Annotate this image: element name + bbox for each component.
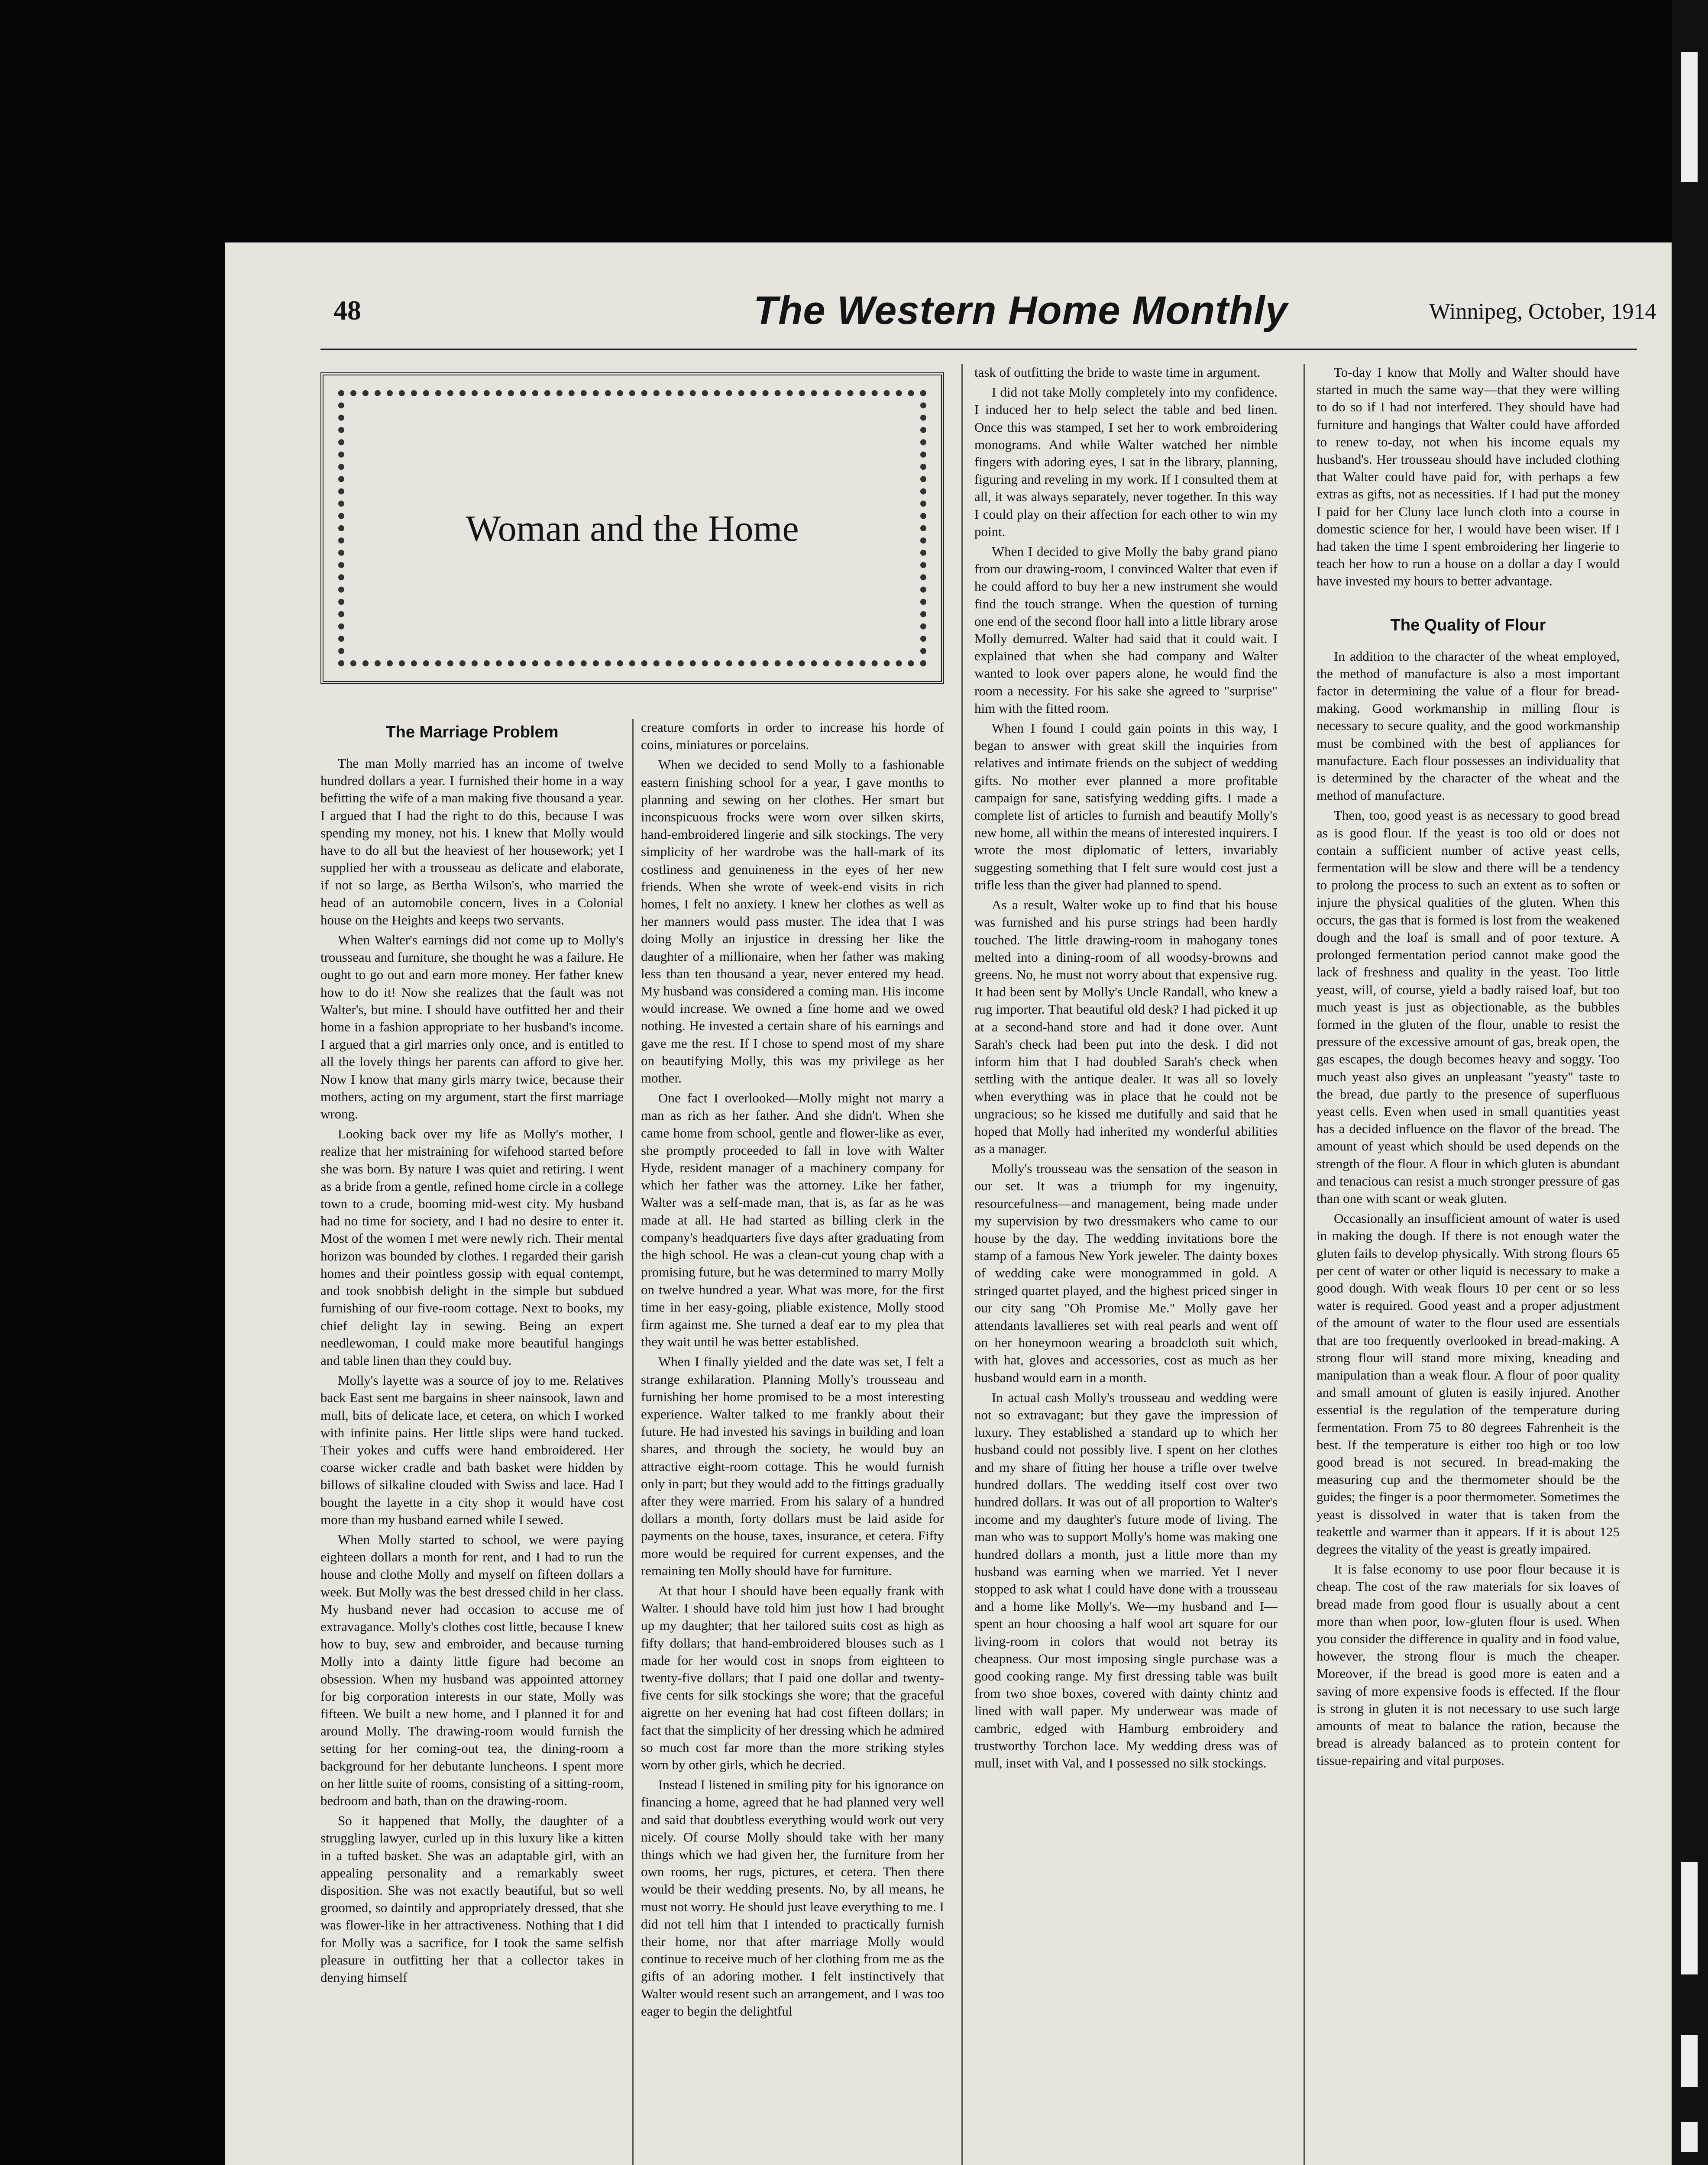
column-divider	[1304, 364, 1305, 2165]
column-divider	[961, 364, 963, 2165]
paragraph: It is false economy to use poor flour because it is cheap. The cost of the raw materials for six loaves of bread made from good flour is usually about a cent more than when poor, low-gluten flour is used. When you consider the difference in quality and in food value, however, the strong flour is much the cheaper. Moreover, if the bread is good more is eaten and a saving of more expensive foods is effected. If the flour is strong in gluten it is not necessary to use such large amounts of meat to balance the ration, because the bread is already balanced as to protein content for tissue-repairing and vital purposes.	[1317, 1561, 1620, 1768]
paragraph: Looking back over my life as Molly's mother, I realize that her mistraining for wifehood started before she was born. By nature I was quiet and retiring. I went as a bride from a gentle, refined home circle in a college town to a crude, booming mid-west city. My husband had no time for society, and I had no desire to enter it. Most of the women I met were newly rich. Their mental horizon was bounded by clothes. I regarded their garish homes and their pointless gossip with equal contempt, and took snobbish delight in the simple but subdued furnishing of our five-room cottage. Next to books, my chief delight lay in sewing. Being an expert needlewoman, I could make more beautiful hangings and table linen than they could buy.	[320, 1126, 624, 1368]
column-divider	[632, 719, 634, 2165]
article-heading: The Marriage Problem	[385, 723, 559, 741]
paragraph: When we decided to send Molly to a fashionable eastern finishing school for a year, I gave months to planning and sewing on her clothes. Her smart but inconspicuous frocks were worn over silken skirts, hand-embroidered lingerie and silk stockings. The very simplicity of her wardrobe was the hall-mark of its costliness and genuineness in the eyes of her new friends. When she wrote of week-end visits in rich homes, I felt no anxiety. I knew her clothes as well as her manners would pass muster. The idea that I was doing Molly an injustice in dressing her like the daughter of a millionaire, when her father was making less than ten thousand a year, never entered my head. My husband was considered a coming man. His income would increase. We owned a fine home and we owed nothing. He invested a certain share of his earnings and gave me the rest. If I chose to spend most of my share on beautifying Molly, this was my privilege as her mother.	[641, 757, 944, 1086]
paragraph: Molly's trousseau was the sensation of the season in our set. It was a triumph for my ingenuity, resourcefulness—and management, being made under my supervision by two dressmakers who came to our house by the day. The wedding invitations bore the stamp of a famous New York jeweler. The dainty boxes of wedding cake were monogrammed in gold. A stringed quartet played, and the highest priced singer in our city sang "Oh Promise Me." Molly gave her attendants lavallieres set with real pearls and went off on her honeymoon wearing a broadcloth suit which, with hat, gloves and accessories, cost as much as her husband would earn in a month.	[974, 1161, 1278, 1385]
spine-mark	[1681, 1862, 1698, 1974]
page-number: 48	[333, 295, 361, 326]
paragraph: To-day I know that Molly and Walter should have started in much the same way—that they were willing to do so if I had not interfered. They should have had furniture and hangings that Walter could have afforded to renew to-day, not when his income equals my husband's. Her trousseau should have included clothing that Walter could have paid for, with perhaps a few extras as gifts, not as necessities. If I had put the money I paid for her Cluny lace lunch cloth into a course in domestic science for her, I would have been wiser. If I had taken the time I spent embroidering her lingerie to teach her how to run a house on a dollar a day I would have invested my hours to better advantage.	[1317, 365, 1620, 589]
paragraph: As a result, Walter woke up to find that his house was furnished and his purse strings had been hardly touched. The little drawing-room in mahogany tones melted into a dining-room of all woodsy-browns and greens. No, he must not worry about that expensive rug. It had been sent by Molly's Uncle Randall, who knew a rug importer. That beautiful old desk? I had picked it up at a second-hand store and had it done over. Aunt Sarah's check had been put into the desk. I did not inform him that I had doubled Sarah's check when settling with the antique dealer. It was all so lovely when everything was in place that he could not be ungracious; so he kissed me dutifully and said that he hoped that Molly had inherited my wonderful abilities as a manager.	[974, 897, 1278, 1156]
feature-title-frame	[338, 390, 926, 666]
paragraph: I did not take Molly completely into my confidence. I induced her to help select the table and bed linen. Once this was stamped, I set her to work embroidering monograms. And while Walter watched her nimble fingers with adoring eyes, I sat in the library, planning, figuring and reveling in my work. If I consulted them at all, it was always separately, never together. In this way I could play on their affection for each other to win my point.	[974, 385, 1278, 539]
paragraph: When Molly started to school, we were paying eighteen dollars a month for rent, and I had to run the house and clothe Molly and myself on fifteen dollars a week. But Molly was the best dressed child in her class. My husband never had occasion to accuse me of extravagance. Molly's clothes cost little, because I knew how to buy, sew and embroider, and because turning Molly into a dainty little figure had become an obsession. When my husband was appointed attorney for big corporation interests in our state, Molly was fifteen. We built a new home, and I planned it for and around Molly. The drawing-room would furnish the setting for her coming-out tea, the dining-room a background for her debutante luncheons. I spent more on her little suite of rooms, consisting of a sitting-room, bedroom and bath, than on the drawing-room.	[320, 1532, 624, 1808]
paragraph: When I found I could gain points in this way, I began to answer with great skill the inquiries from relatives and intimate friends on the subject of wedding gifts. No mother ever planned a more profitable campaign for sane, satisfying wedding gifts. I made a complete list of articles to furnish and beautify Molly's new home, all within the means of interested inquirers. I wrote the most diplomatic of letters, invariably suggesting something that I felt sure would cost just a trifle less than the giver had planned to spend.	[974, 721, 1278, 892]
article-heading: The Quality of Flour	[1390, 616, 1546, 634]
page-header	[225, 242, 1672, 355]
paragraph: Occasionally an insufficient amount of water is used in making the dough. If there is not enough water the gluten fails to develop physically. With strong flours 65 per cent of water or other liquid is necessary to make a good dough. With weak flours 10 per cent or so less water is required. Good yeast and a proper adjustment of the amount of water to the flour used are essentials that are too frequently overlooked in bread-making. A strong flour will stand more mixing, kneading and manipulation than a weak flour. A flour of poor quality and small amount of gluten is easily injured. Another essential is the regulation of the temperature during fermentation. From 75 to 80 degrees Fahrenheit is the best. If the temperature is either too high or too low good bread is not secured. In bread-making the measuring cup and the thermometer should be the guides; the finger is a poor thermometer. Sometimes the yeast is dissolved in water that is taken from the teakettle and warmer than it appears. If it is about 125 degrees the vitality of the yeast is greatly impaired.	[1317, 1211, 1620, 1557]
paragraph: task of outfitting the bride to waste time in argument.	[974, 365, 1261, 380]
paragraph: So it happened that Molly, the daughter of a struggling lawyer, curled up in this luxury like a kitten in a tufted basket. She was an adaptable girl, with an appealing personality and a remarkably sweet disposition. She was not exactly beautiful, but so well groomed, so daintily and appropriately dressed, that she was flower-like in her attractiveness. Nothing that I did for Molly was a sacrifice, for I took the same selfish pleasure in outfitting her that a collector takes in denying himself	[320, 1813, 624, 1985]
spine-mark	[1681, 52, 1698, 182]
spine-mark	[1681, 2122, 1698, 2152]
paragraph: In addition to the character of the wheat employed, the method of manufacture is also a most important factor in determining the value of a flour for bread-making. Good workmanship in milling flour is necessary to secure quality, and the good workmanship must be combined with the best of appliances for manufacture. Each flour possesses an individuality that is determined by the character of the wheat and the method of manufacture.	[1317, 648, 1620, 803]
article-column-4	[1317, 364, 1620, 2165]
article-column-1	[320, 719, 624, 2165]
paragraph: Instead I listened in smiling pity for his ignorance on financing a home, agreed that he had planned very well and said that doubtless everything would work out very nicely. Of course Molly should take with her many things which we had given her, the furniture from her own rooms, her rugs, pictures, et cetera. Then there would be their wedding presents. No, by all means, he must not worry. He should just leave everything to me. I did not tell him that I intended to practically furnish their home, nor that after marriage Molly would continue to receive much of her clothing from me as the gifts of an adoring mother. I felt instinctively that Walter would resent such an arrangement, and I was too eager to begin the delightful	[641, 1777, 944, 2019]
paragraph: When I decided to give Molly the baby grand piano from our drawing-room, I convinced Walter that even if he could afford to buy her a new instrument she would find the touch strange. When the question of turning one end of the second floor hall into a little library arose Molly demurred. Walter had said that it could wait. I explained that when she had company and Walter wanted to look over papers alone, he would find the room a necessity. For his sake she agreed to "surprise" him with the fitted room.	[974, 544, 1278, 716]
paragraph: The man Molly married has an income of twelve hundred dollars a year. I furnished their home in a way befitting the wife of a man making five thousand a year. I argued that I had the right to do this, because I was spending my money, not his. I knew that Molly would have to do all but the heaviest of her housework; yet I supplied her with a trousseau as delicate and elaborate, if not so large, as Bertha Wilson's, who married the head of an automobile concern, lives in a Colonial house on the Heights and keeps two servants.	[320, 756, 624, 927]
paragraph: In actual cash Molly's trousseau and wedding were not so extravagant; but they gave the impression of luxury. They established a standard up to which her husband could not possibly live. I spent on her clothes and my share of fitting her house a trifle over twelve hundred dollars. The wedding itself cost over two hundred dollars. It was out of all proportion to Walter's income and my daughter's future mode of living. The man who was to support Molly's home was making one hundred dollars a month, just a little more than my husband was earning when we married. Yet I never stopped to ask what I could have done with a trousseau and a home like Molly's. We—my husband and I—spent an hour choosing a half wool art square for our living-room in colors that would not betray its cheapness. Our most imposing single purchase was a good cooking range. My first dressing table was built from two shoe boxes, covered with dainty chintz and lined with wall paper. My underwear was made of cambric, edged with Hamburg embroidery and trustworthy Torchon lace. My wedding dress was of mull, inset with Val, and I possessed no silk stockings.	[974, 1389, 1278, 1771]
dateline: Winnipeg, October, 1914	[1429, 299, 1656, 324]
paragraph: Molly's layette was a source of joy to me. Relatives back East sent me bargains in sheer nainsook, lawn and mull, bits of delicate lace, et cetera, on which I worked with infinite pains. Her little slips were hand tucked. Their yokes and cuffs were hand embroidered. Her coarse wicker cradle and bath basket were hidden by billows of silkaline clouded with Swiss and lace. Had I bought the layette in a city shop it would have cost more than my husband earned while I sewed.	[320, 1373, 624, 1527]
paragraph: At that hour I should have been equally frank with Walter. I should have told him just how I had brought up my daughter; that her tailored suits cost as high as fifty dollars; that hand-embroidered blouses such as I made for her would cost in snops from eighteen to twenty-five dollars; that I paid one dollar and twenty-five cents for silk stockings she wore; that the graceful aigrette on her evening hat had cost fifteen dollars; in fact that the simplicity of her dressing which he admired so much cost far more than the more striking styles worn by other girls, which he decried.	[641, 1583, 944, 1772]
masthead: The Western Home Monthly	[754, 288, 1288, 333]
newspaper-page	[225, 242, 1672, 2165]
feature-title-box	[320, 372, 944, 684]
feature-title: Woman and the Home	[466, 507, 799, 549]
spine-mark	[1681, 2035, 1698, 2087]
paragraph: When Walter's earnings did not come up to Molly's trousseau and furniture, she thought he was a failure. He ought to go out and earn more money. Her father knew how to do it! Now she realizes that the fault was not Walter's, but mine. I should have outfitted her and their home in a fashion appropriate to her husband's income. I argued that a girl marries only once, and is entitled to all the lovely things her parents can afford to give her. Now I know that many girls marry twice, because their mothers, acting on my argument, start the first marriage wrong.	[320, 932, 624, 1122]
paragraph: When I finally yielded and the date was set, I felt a strange exhilaration. Planning Molly's trousseau and furnishing her home promised to be a most interesting experience. Walter talked to me frankly about their future. He had invested his savings in building and loan shares, and through the society, he would buy an attractive eight-room cottage. This he would furnish only in part; but they would add to the fittings gradually after they were married. From his salary of a hundred dollars a month, forty dollars must be laid aside for payments on the house, taxes, insurance, et cetera. Fifty more would be required for current expenses, and the remaining ten Molly should have for furniture.	[641, 1354, 944, 1578]
header-rule	[320, 349, 1637, 350]
article-column-2	[641, 719, 944, 2165]
paragraph: Then, too, good yeast is as necessary to good bread as is good flour. If the yeast is too old or does not contain a sufficient number of active yeast cells, fermentation will be slow and there will be a tendency to prolong the process to such an extent as to soften or injure the physical qualities of the gluten. When this occurs, the gas that is formed is lost from the weakened dough and the loaf is small and of poor texture. A prolonged fermentation period cannot make good the lack of freshness and quality in the yeast. Too little yeast, will, of course, yield a badly raised loaf, but too much yeast is just as objectionable, as the bubbles formed in the gluten of the flour, unable to resist the pressure of the excessive amount of gas, break open, the gas escapes, the dough becomes heavy and soggy. Too much yeast also gives an unpleasant "yeasty" taste to the bread, due partly to the presence of superfluous yeast cells. Even when used in small quantities yeast has a decided influence on the flavor of the bread. The amount of yeast which should be used depends on the strength of the flour. A flour in which gluten is abundant and tenacious can resist a much stronger pressure of gas than one with scant or weak gluten.	[1317, 808, 1620, 1206]
binding-spine	[1672, 0, 1708, 2165]
paragraph: creature comforts in order to increase his horde of coins, miniatures or porcelains.	[641, 720, 944, 753]
article-column-3	[974, 364, 1278, 2165]
paragraph: One fact I overlooked—Molly might not marry a man as rich as her father. And she didn't. When she came home from school, gentle and flower-like as ever, she promptly proceeded to fall in love with Walter Hyde, resident manager of a machinery company for which her father was the attorney. Like her father, Walter was a self-made man, that is, as far as he was made at all. He had started as billing clerk in the company's headquarters five days after graduating from the high school. He was a clean-cut young chap with a promising future, but he was determined to marry Molly on twelve hundred a year. What was more, for the first time in her easy-going, pliable existence, Molly stood firm against me. She turned a deaf ear to my plea that they wait until he was better established.	[641, 1090, 944, 1350]
